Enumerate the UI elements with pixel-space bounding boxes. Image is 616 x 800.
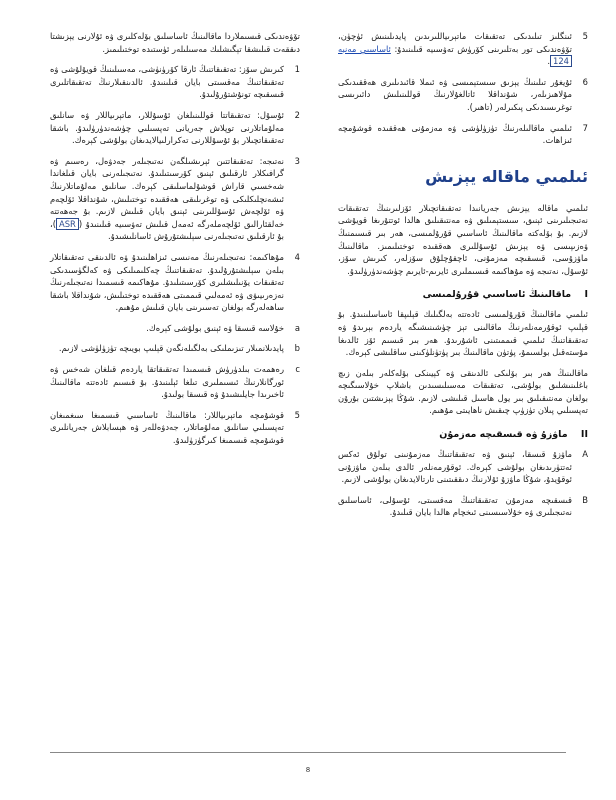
item-text: ئىنگلىز تىلىدىكى تەتقىقات ماتېرىياللىرىدىن پايدىلىنىش ئۈچۈن، تۆۋەندىكى تور بەتلىرىنى كۆرۈش تەۋسىيە قىلىنىدۇ: ئاساسىي مەنبە 124. xyxy=(338,31,572,67)
item-text: كىرىش سۆز: تەتقىقاتنىڭ ئارقا كۆرۈنۈشى، مەسىلىنىڭ قويۇلۇشى ۋە تەتقىقاتنىڭ مەقسىتى بايان قىلىنىدۇ. ئالدىنقىلارنىڭ تەتقىقاتلىرى قىسقىچە تونۇشتۇرۇلىدۇ. xyxy=(50,64,284,100)
list-item xyxy=(50,322,300,335)
list-item xyxy=(50,342,300,355)
roman-numeral: I xyxy=(584,289,588,301)
reference-link[interactable]: ئاساسىي مەنبە xyxy=(338,43,391,54)
citation-box[interactable]: ASR xyxy=(56,218,79,230)
left-column xyxy=(50,30,300,455)
section-title: ئىلمىي ماقالە يېزىش xyxy=(425,166,588,186)
item-letter: a xyxy=(294,322,300,333)
intro-paragraph: تۆۋەندىكى قىسىملاردا ماقالىنىڭ ئاساسلىق بۆلەكلىرى ۋە ئۇلارنى يېزىشتا دىققەت قىلىشقا تېگىشلىك مەسىلىلەر ئۈستىدە توختىلىمىز. xyxy=(50,31,300,54)
item-number: 6 xyxy=(582,76,588,87)
subsection-heading xyxy=(338,429,588,440)
list-item xyxy=(338,494,588,519)
list-item xyxy=(338,448,588,486)
item-text: ئىلمىي ماقالىلەرنىڭ تۈزۈلۈشى ۋە مەزمۇنى ھەققىدە قوشۇمچە ئىزاھات. xyxy=(338,122,572,146)
item-letter: c xyxy=(295,364,300,375)
body-paragraph: ئىلمىي ماقالىنىڭ قۇرۇلمىسى ئادەتتە بەلگىلىك قېلىپقا ئاساسلىنىدۇ. بۇ قېلىپ ئوقۇرمەنلەرنىڭ ماقالىنى تېز چۈشىنىشىگە ياردەم بېرىدۇ ۋە تەتقىقاتنىڭ ئىلمىي قىممىتىنى ئاشۇرىدۇ. ھەر بىر قىسىم ئۆز ئالدىغا مۇستەقىل بولسىمۇ، پۈتۈن ماقالىنىڭ بىر پۈتۈنلۈكىنى ساقلىشى كېرەك. xyxy=(338,309,588,358)
item-number: 3 xyxy=(294,155,300,166)
roman-numeral: II xyxy=(580,429,588,441)
item-text: مۇھاكىمە: نەتىجىلەرنىڭ مەنىسى ئىزاھلىنىدۇ ۋە ئالدىنقى تەتقىقاتلار بىلەن سېلىشتۇرۇلىدۇ. تەتقىقاتنىڭ چەكلىمىلىكى ۋە كەلگۈسىدىكى تەتقىقات يۆنىلىشلىرى كۆرسىتىلىدۇ. مۇھاكىمە قىسمىدا نەتىجىلەرنىڭ نەزەرىيىۋى ۋە ئەمەلىي قىممىتى ھەققىدە توختىلىش، شۇنداقلا باشقا ساھەلەرگە بولغان تەسىرىنى بايان قىلىش مۇھىم. xyxy=(50,251,284,313)
list-item xyxy=(338,30,588,68)
list-item xyxy=(338,76,588,114)
item-text: خۇلاسە قىسقا ۋە ئېنىق بولۇشى كېرەك. xyxy=(146,322,284,333)
item-text: ئۇيغۇر تىلىنىڭ يېزىق سىستېمىسى ۋە ئىملا قائىدىلىرى ھەققىدىكى مۇلاھىزىلەر، شۇنداقلا ئاتالغۇلارنىڭ قوللىنىلىش دائىرىسى توغرىسىدىكى پىكىرلەر (تاھىر). xyxy=(338,76,572,112)
subsection-title: ماۋزۇ ۋە قىسقىچە مەزمۇن xyxy=(439,429,568,441)
list-item xyxy=(50,155,300,243)
item-number: 4 xyxy=(294,251,300,262)
item-letter: A xyxy=(582,449,588,460)
item-text: ماۋزۇ قىسقا، ئېنىق ۋە تەتقىقاتنىڭ مەزمۇنىنى تولۇق ئەكس ئەتتۈرىدىغان بولۇشى كېرەك. ئوقۇرمەنلەر ئالدى بىلەن ماۋزۇنى ئوقۇيدۇ، شۇڭا ماۋزۇ ئۇلارنىڭ دىققىتىنى تارتالايدىغان بولۇشى لازىم. xyxy=(338,449,572,485)
subsection-title: ماقالىنىڭ ئاساسىي قۇرۇلمىسى xyxy=(422,289,572,301)
item-text: قىسقىچە مەزمۇن تەتقىقاتنىڭ مەقسىتى، ئۇسۇلى، ئاساسلىق نەتىجىلىرى ۋە خۇلاسىسىنى ئىخچام ھالدا بايان قىلىدۇ. xyxy=(338,494,572,518)
item-text: رەھمەت بىلدۈرۈش قىسمىدا تەتقىقاتقا ياردەم قىلغان شەخس ۋە ئورگانلارنىڭ ئىسىملىرى تىلغا ئېلىنىدۇ. بۇ قىسىم ئادەتتە ماقالىنىڭ ئاخىرىدا جايلىشىدۇ ۋە قىسقا بولىدۇ. xyxy=(50,364,284,400)
item-number: 5 xyxy=(294,409,300,420)
intro-paragraph: ئىلمىي ماقالە يېزىش جەريانىدا تەتقىقاتچىلار ئۆزلىرىنىڭ تەتقىقات نەتىجىلىرىنى ئېنىق، سىستېمىلىق ۋە مەنتىقىلىق ھالدا ئوتتۇرىغا قويۇشى لازىم. بۇ بۆلەكتە ماقالىنىڭ ئاساسىي قۇرۇلمىسى، ھەر بىر قىسىمنىڭ ۋەزىپىسى ۋە يېزىش ئۇسۇللىرى ھەققىدە توختىلىمىز. ماقالىنىڭ ماۋزۇسى، قىسقىچە مەزمۇنى، ئاچقۇچلۇق سۆزلەر، كىرىش سۆز، ئۇسۇل، نەتىجە ۋە مۇھاكىمە قىسىملىرى ئايرىم-ئايرىم چۈشەندۈرۈلىدۇ. xyxy=(338,202,588,276)
item-number: 2 xyxy=(294,109,300,120)
list-item xyxy=(50,363,300,401)
item-number: 5 xyxy=(582,31,588,41)
item-number: 1 xyxy=(294,64,300,75)
item-letter: b xyxy=(294,343,300,354)
page-number: 8 xyxy=(305,766,311,774)
item-letter: B xyxy=(582,494,588,505)
item-text: پايدىلانمىلار تىزىملىكى بەلگىلەنگەن قېلىپ بويىچە تۈزۈلۈشى لازىم. xyxy=(58,343,284,354)
subsection-heading xyxy=(338,289,588,300)
list-item xyxy=(338,122,588,147)
item-text: ئۇسۇل: تەتقىقاتتا قوللىنىلغان ئۇسۇللار، ماتېرىياللار ۋە سانلىق مەلۇماتلارنى توپلاش جەريانى تەپسىلىي چۈشەندۈرۈلىدۇ. باشقا تەتقىقاتچىلار بۇ ئۇسۇللارنى تەكرارلىيالايدىغان بولۇشى كېرەك. xyxy=(50,109,284,146)
item-text: قوشۇمچە ماتېرىياللار: ماقالىنىڭ ئاساسىي قىسمىغا سىغمىغان تەپسىلىي سانلىق مەلۇماتلار، جەدۋەللەر ۋە ھېسابلاش جەريانلىرى قوشۇمچە قىسمىغا كىرگۈزۈلىدۇ. xyxy=(50,409,284,446)
list-item xyxy=(50,409,300,447)
right-column xyxy=(338,30,588,527)
footer-rule xyxy=(50,752,566,753)
list-item xyxy=(50,109,300,147)
body-paragraph: ماقالىنىڭ ھەر بىر بۆلىكى ئالدىنقى ۋە كېيىنكى بۆلەكلەر بىلەن زىچ باغلىنىشلىق بولۇشى، تەتقىقات مەسىلىسىدىن باشلاپ خۇلاسىگىچە بولغان مەنتىقىلىق بىر يول ھاسىل قىلىشى لازىم. شۇڭا يېزىشتىن بۇرۇن تەپسىلىي پىلان تۈزۈپ چىقىش ناھايىتى مۇھىم. xyxy=(338,367,588,416)
item-text: نەتىجە: تەتقىقاتتىن ئېرىشىلگەن نەتىجىلەر جەدۋەل، رەسىم ۋە گرافىكلار ئارقىلىق ئېنىق كۆرسىتىلىدۇ. نەتىجىلەرنى بايان قىلغاندا شەخسىي قاراش قوشۇلماسلىقى كېرەك. سانلىق مەلۇماتلارنىڭ ئىشەنچلىكلىكى ۋە توغرىلىقى ھەققىدە توختىلىش، شۇنداقلا ئۆلچەم ۋە ئۆلچەش ئۇسۇللىرىنى ئېنىق بايان قىلىش لازىم. بۇ جەھەتتە خەلقئارالىق ئۆلچەملەرگە ئەمەل قىلىش تەۋسىيە قىلىنىدۇ (ASR)، بۇ ئارقىلىق نەتىجىلەرنى سېلىشتۇرۇش ئاسانلىشىدۇ. xyxy=(50,155,284,242)
citation-box[interactable]: 124 xyxy=(550,55,572,67)
list-item xyxy=(50,63,300,101)
item-number: 7 xyxy=(582,122,588,133)
list-item xyxy=(50,251,300,314)
